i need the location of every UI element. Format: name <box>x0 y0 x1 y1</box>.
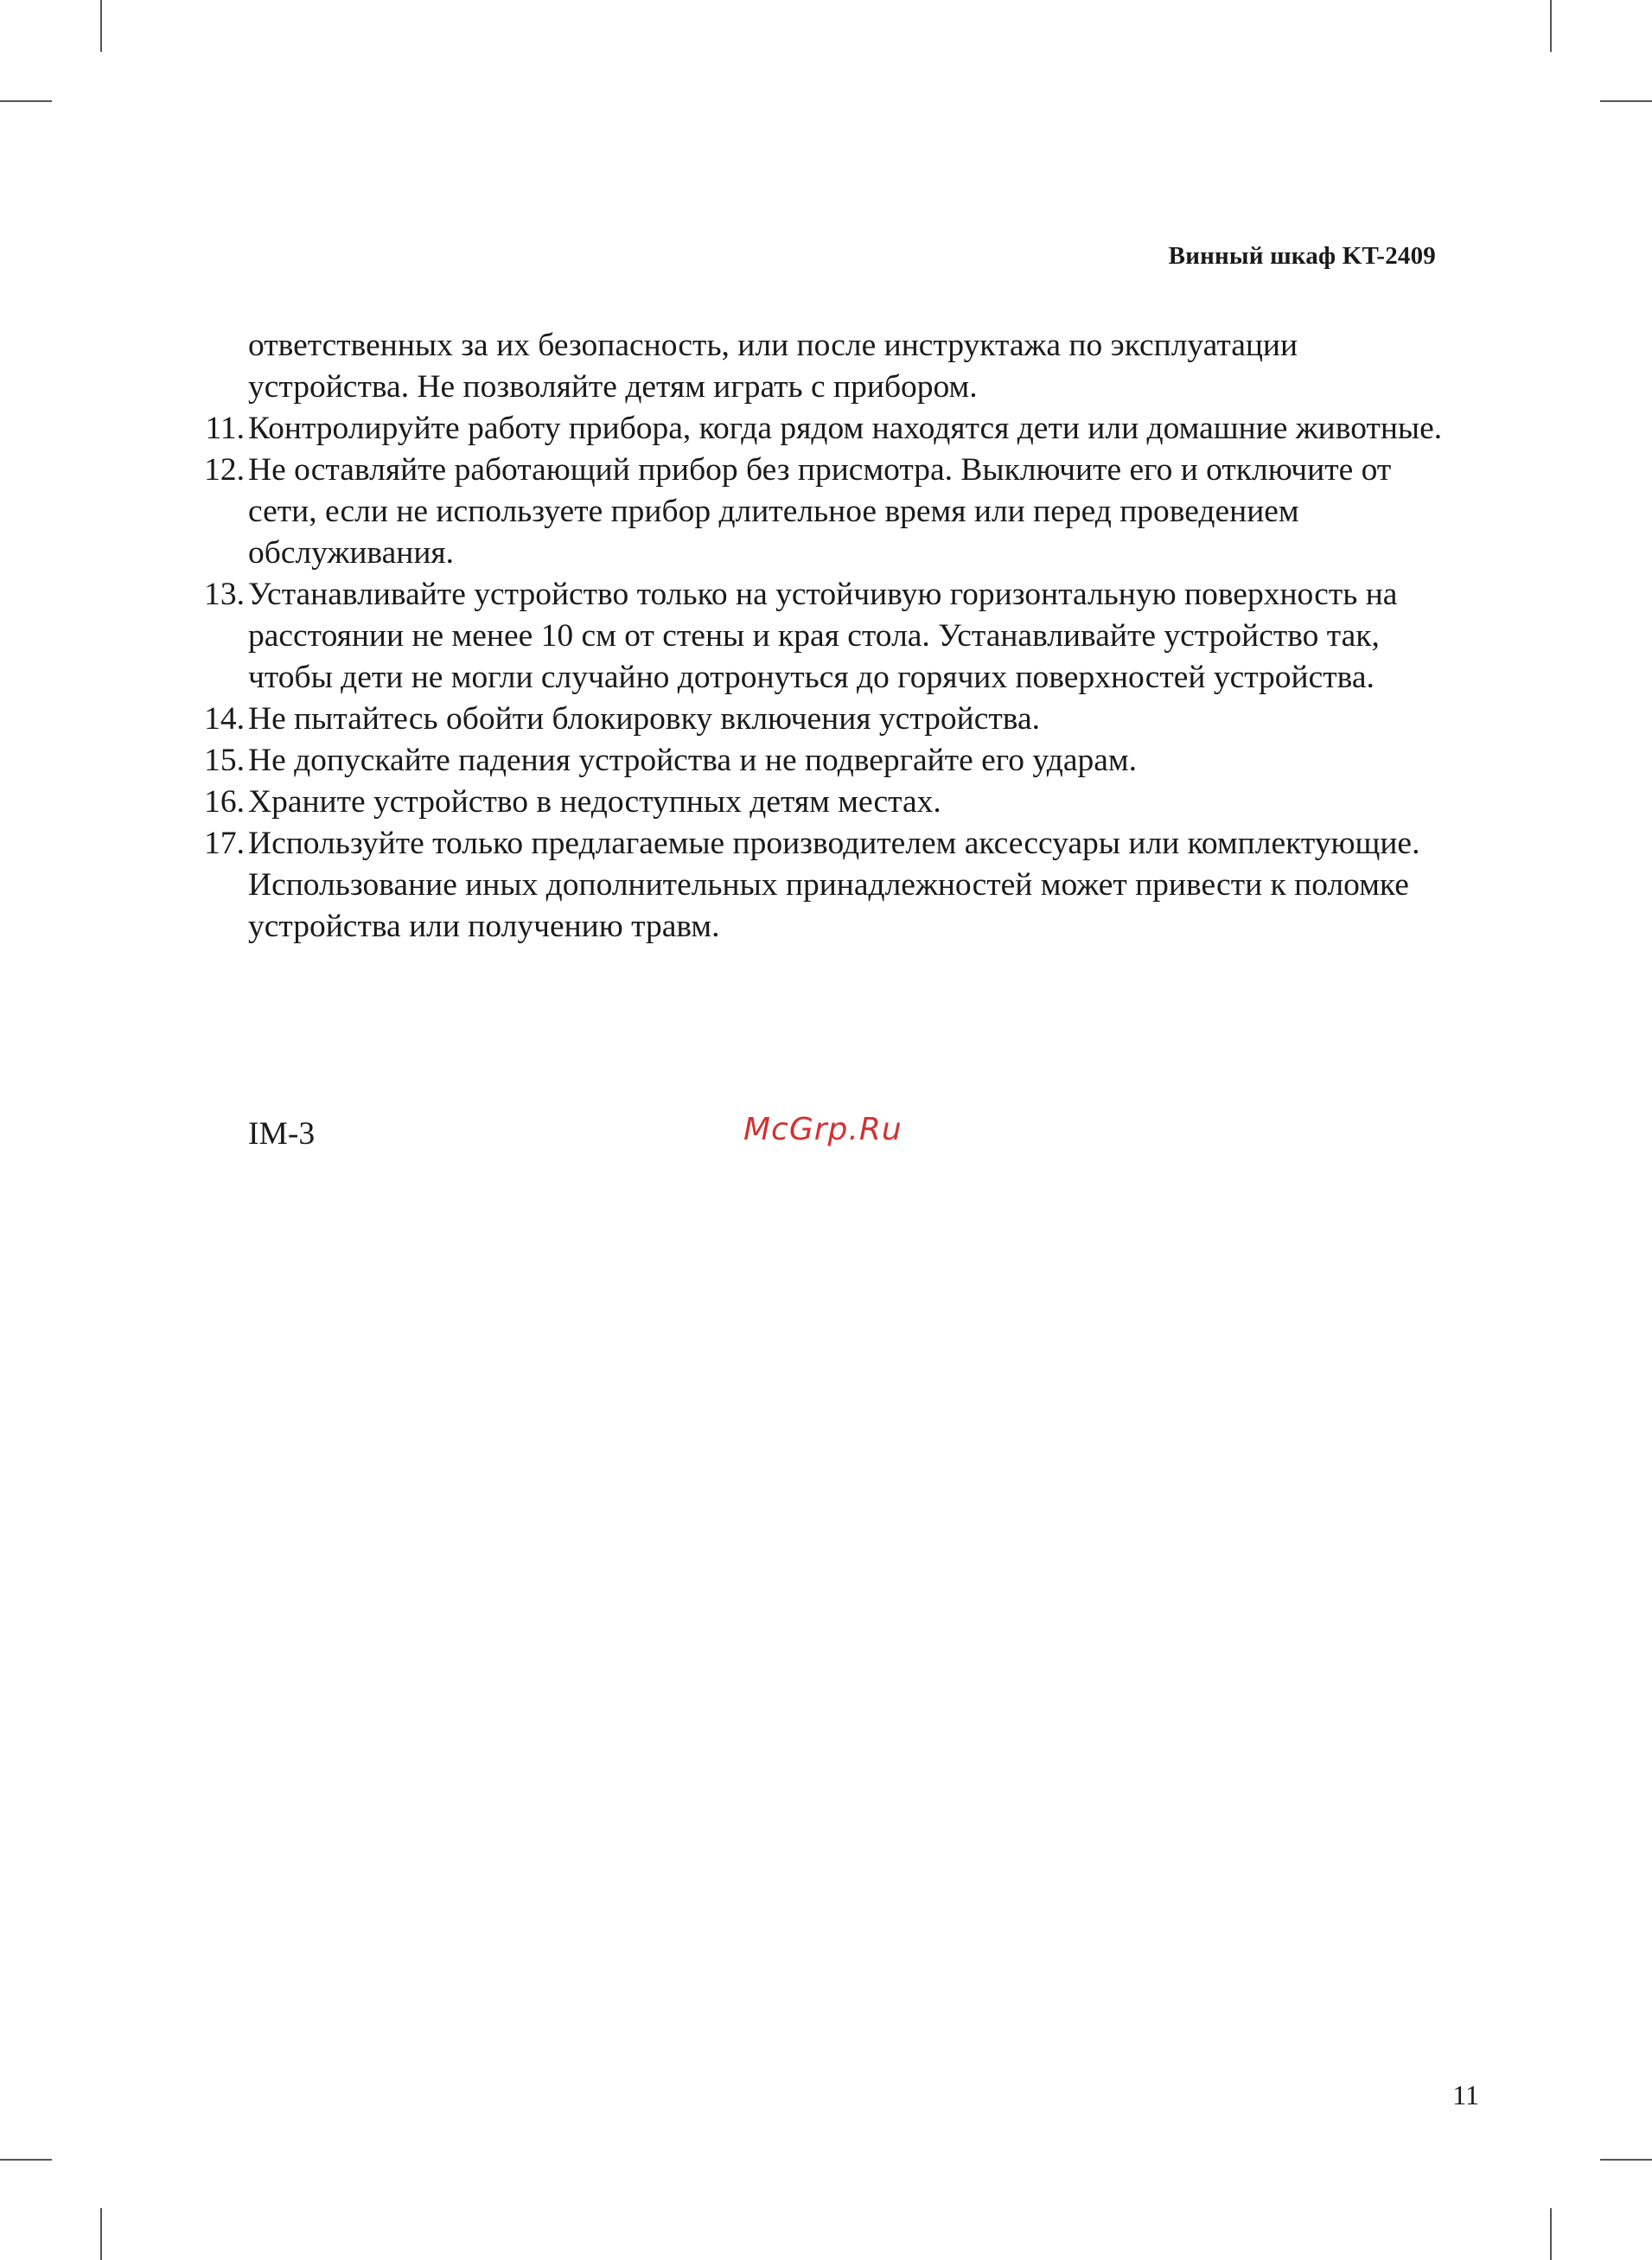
crop-mark-top-right-vertical <box>1550 0 1552 52</box>
list-item-number: 15. <box>204 743 245 778</box>
list-item <box>192 823 1454 948</box>
watermark-text: McGrp.Ru <box>743 1112 903 1147</box>
crop-mark-top-right-horizontal <box>1600 100 1652 102</box>
running-header: Винный шкаф KT-2409 <box>1168 242 1436 270</box>
list-item-text: Не пытайтесь обойти блокировку включения устройства. <box>248 701 1040 737</box>
list-item-number: 11. <box>205 411 245 446</box>
crop-mark-top-left-vertical <box>100 0 102 52</box>
list-item <box>192 782 1454 823</box>
list-item <box>192 699 1454 740</box>
list-item-number: 14. <box>204 701 245 737</box>
list-item-number: 17. <box>204 826 245 861</box>
list-item-text: Используйте только предлагаемые производителем аксессуары или комплектующие. Использование иных дополнительных принадлежностей может привести к поломке устройства или получению травм. <box>248 826 1420 944</box>
list-item-text: Не оставляйте работающий прибор без присмотра. Выключите его и отключите от сети, если не используете прибор длительное время или перед проведением обслуживания. <box>248 452 1392 571</box>
crop-mark-bottom-right-horizontal <box>1600 2159 1652 2161</box>
list-item-text: Храните устройство в недоступных детям местах. <box>248 784 941 820</box>
list-item <box>192 574 1454 699</box>
page-number: 11 <box>1452 2079 1479 2110</box>
list-item-text: Контролируйте работу прибора, когда рядом находятся дети или домашние животные. <box>248 411 1443 446</box>
list-item <box>192 450 1454 574</box>
instructions-body <box>192 325 1454 948</box>
crop-mark-bottom-left-horizontal <box>0 2159 52 2161</box>
list-item-text: Устанавливайте устройство только на устойчивую горизонтальную поверхность на расстоянии не менее 10 см от стены и края стола. Устанавливайте устройство так, чтобы дети не могли случайно дотронуться до горячих поверхностей устройства. <box>248 577 1398 695</box>
list-item-number: 12. <box>204 452 245 488</box>
crop-mark-top-left-horizontal <box>0 100 52 102</box>
continuation-paragraph: ответственных за их безопасность, или после инструктажа по эксплуатации устройства. Не позволяйте детям играть с прибором. <box>248 328 1298 405</box>
list-item-number: 16. <box>204 784 245 820</box>
crop-mark-bottom-left-vertical <box>100 2208 102 2260</box>
list-item-text: Не допускайте падения устройства и не подвергайте его ударам. <box>248 743 1137 778</box>
crop-mark-bottom-right-vertical <box>1550 2208 1552 2260</box>
list-item-number: 13. <box>204 577 245 612</box>
document-code: IM-3 <box>248 1116 316 1152</box>
list-item <box>192 408 1454 450</box>
list-item <box>192 740 1454 782</box>
